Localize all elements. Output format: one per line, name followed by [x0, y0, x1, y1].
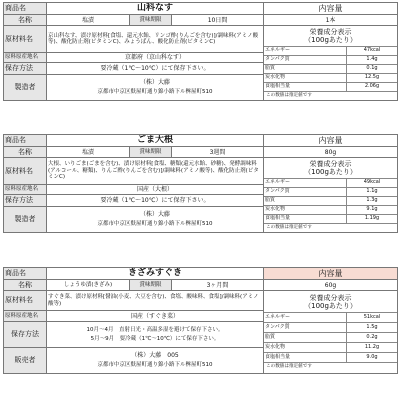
company-name: （株）大藤 [140, 79, 171, 87]
nutrient-value: 9.0g [346, 352, 397, 362]
nutrient-value: 1.19g [346, 214, 397, 223]
nutrition-footnote: この数値は推定値です [264, 91, 397, 100]
nutrient-label: 食塩相当量 [264, 82, 346, 91]
product-panel-3 [3, 267, 397, 374]
ingredients-label: 原材料名 [4, 158, 47, 185]
content-value: 60g [264, 280, 398, 291]
company-address: 京都市中京区麩屋町通り錦小路下ル桝屋町510 [97, 362, 213, 369]
expiry-label: 賞味期限 [130, 147, 172, 158]
ingredients-value: 大根、いりごま(ごまを含む)、漬け原材料[食塩、糖類(還元水飴、砂糖)、発酵調味料(アルコール、糖類)、りんご酢(りんごを含む)]/調味料(アミノ酸等)、酸化防止剤(ビタミンC) [47, 158, 264, 185]
origin-label: 原料原産地名 [4, 53, 47, 63]
nutrient-value: 1.1g [346, 187, 397, 196]
ingredients-value: 京山科なす、漬け原材料[食塩、還元水飴、リンゴ酢(りんごを含む)]/調味料(アミノ酸等)、酸化防止剤(ビタミンC)、みょうばん、酸化防止剤(ビタミンC) [47, 26, 264, 53]
nutrient-value: 2.06g [346, 82, 397, 91]
nutrition-title: 栄養成分表示 [309, 159, 352, 168]
expiry-value: 3ヶ月間 [172, 280, 264, 291]
name-value: しょうゆ漬(きざみ) [47, 280, 130, 291]
nutrient-label: 炭水化物 [264, 342, 346, 352]
nutrient-value: 11.2g [346, 342, 397, 352]
expiry-value: 3週間 [172, 147, 264, 158]
product-name-label: 商品名 [4, 268, 47, 280]
product-panel-1 [3, 2, 397, 101]
ingredients-label: 原材料名 [4, 26, 47, 53]
nutrient-value: 9.1g [346, 205, 397, 214]
manufacturer-label: 製造者 [4, 207, 47, 233]
storage-line-1: 10月～4月 直射日光・高温多湿を避けて保存下さい。 [86, 326, 224, 333]
nutrient-value: 51kcal [346, 312, 397, 322]
nutrition-title: 栄養成分表示 [309, 27, 352, 36]
product-name: 山科なす [47, 3, 264, 15]
name-label: 名称 [4, 147, 47, 158]
nutrient-label: タンパク質 [264, 322, 346, 332]
nutrient-value: 1.5g [346, 322, 397, 332]
nutrient-value: 12.5g [346, 73, 397, 82]
storage-value: 要冷蔵（1℃～10℃）にて保存下さい。 [47, 195, 264, 207]
nutrient-label: 食塩相当量 [264, 214, 346, 223]
origin-label: 原料原産地名 [4, 185, 47, 195]
nutrient-label: 脂質 [264, 64, 346, 73]
origin-value: 国産（すぐき菜） [47, 311, 264, 322]
content-label: 内容量 [264, 3, 398, 15]
nutrient-label: タンパク質 [264, 187, 346, 196]
content-value: 1本 [264, 15, 398, 26]
company-address: 京都市中京区麩屋町通り錦小路下ル桝屋町510 [97, 89, 213, 96]
product-name: きざみすぐき [47, 268, 264, 280]
ingredients-value: すぐき菜、漬け原材料[醤油(小麦、大豆を含む)、食塩、酸味料、食塩]/調味料(アミノ酸等) [47, 291, 264, 311]
content-label: 内容量 [264, 135, 398, 147]
nutrition-footnote: この数値は推定値です [264, 223, 397, 232]
product-name: ごま大根 [47, 135, 264, 147]
nutrient-value: 0.1g [346, 64, 397, 73]
nutrition-footnote: この数値は推定値です [264, 362, 397, 372]
content-label: 内容量 [264, 268, 398, 280]
nutrient-value: 1.3g [346, 196, 397, 205]
product-panel-2 [3, 134, 397, 233]
company-address: 京都市中京区麩屋町通り錦小路下ル桝屋町510 [97, 221, 213, 228]
content-value: 80g [264, 147, 398, 158]
nutrient-label: エネルギー [264, 312, 346, 322]
name-label: 名称 [4, 15, 47, 26]
nutrition-table [264, 292, 397, 372]
name-value: 塩漬 [47, 147, 130, 158]
expiry-label: 賞味期限 [130, 15, 172, 26]
seller-label: 販売者 [4, 348, 47, 374]
product-name-label: 商品名 [4, 135, 47, 147]
nutrient-label: 炭水化物 [264, 73, 346, 82]
storage-label: 保存方法 [4, 322, 47, 348]
nutrition-per100: （100gあたり） [304, 301, 357, 310]
nutrient-value: 1.4g [346, 55, 397, 64]
nutrient-label: タンパク質 [264, 55, 346, 64]
nutrient-label: 脂質 [264, 196, 346, 205]
manufacturer-label: 製造者 [4, 75, 47, 101]
storage-line-2: 5月～9月 要冷蔵（1℃～10℃）にて保存下さい。 [90, 336, 220, 342]
nutrient-value: 49kcal [346, 178, 397, 187]
company-name: （株）大藤 [140, 211, 171, 219]
nutrition-table [264, 26, 397, 100]
nutrition-table [264, 158, 397, 232]
nutrient-label: エネルギー [264, 46, 346, 55]
expiry-label: 賞味期限 [130, 280, 172, 291]
storage-label: 保存方法 [4, 63, 47, 75]
origin-label: 原料原産地名 [4, 311, 47, 322]
nutrient-label: 脂質 [264, 332, 346, 342]
storage-value: 要冷蔵（1℃～10℃）にて保存下さい。 [47, 63, 264, 75]
nutrient-label: 食塩相当量 [264, 352, 346, 362]
storage-label: 保存方法 [4, 195, 47, 207]
origin-value: 国産（大根） [47, 185, 264, 195]
nutrient-label: エネルギー [264, 178, 346, 187]
product-name-label: 商品名 [4, 3, 47, 15]
nutrition-per100: （100gあたり） [304, 35, 357, 44]
nutrient-value: 0.2g [346, 332, 397, 342]
company-name: （株）大藤 005 [131, 352, 179, 360]
nutrient-label: 炭水化物 [264, 205, 346, 214]
origin-value: 京都府（京山科なす） [47, 53, 264, 63]
name-value: 塩漬 [47, 15, 130, 26]
nutrition-per100: （100gあたり） [304, 167, 357, 176]
name-label: 名称 [4, 280, 47, 291]
ingredients-label: 原材料名 [4, 291, 47, 311]
nutrition-title: 栄養成分表示 [309, 293, 352, 302]
expiry-value: 10日間 [172, 15, 264, 26]
nutrient-value: 47kcal [346, 46, 397, 55]
